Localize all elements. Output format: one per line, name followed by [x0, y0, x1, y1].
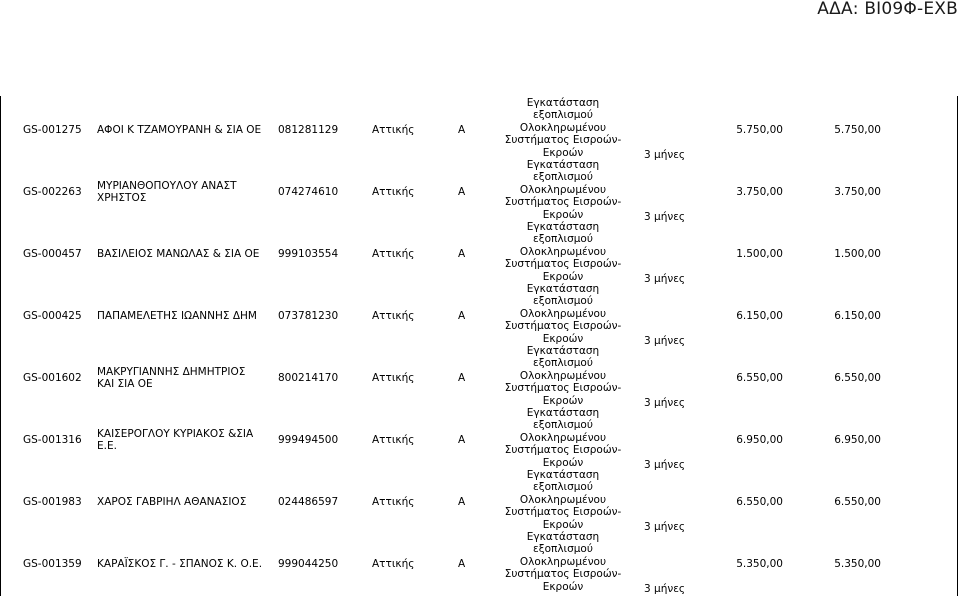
tax-id: 024486597 [278, 496, 339, 508]
category: Α [458, 434, 466, 446]
project-description [501, 407, 625, 469]
tax-id: 074274610 [278, 186, 339, 198]
table-row [1, 99, 959, 161]
beneficiary-name [97, 124, 267, 136]
project-description-line: εξοπλισμού [533, 171, 593, 184]
duration: 3 μήνες [644, 521, 686, 533]
budget-amount: 6.150,00 [736, 310, 783, 322]
approved-amount: 6.950,00 [834, 434, 881, 446]
project-description-line: Συστήματος Εισροών- [504, 568, 622, 581]
project-description-line: Εκροών [542, 332, 584, 345]
project-description [501, 283, 625, 345]
approved-amount: 6.550,00 [834, 372, 881, 384]
project-description-line: Ολοκληρωμένου [519, 245, 607, 258]
beneficiary-name [97, 180, 267, 204]
region: Αττικής [372, 310, 415, 322]
beneficiary-name [97, 310, 267, 322]
approved-amount: 6.550,00 [834, 496, 881, 508]
beneficiary-name [97, 496, 267, 508]
project-description-line: Ολοκληρωμένου [519, 555, 607, 568]
project-description [501, 345, 625, 407]
beneficiary-name [97, 428, 267, 452]
budget-amount: 6.550,00 [736, 496, 783, 508]
duration: 3 μήνες [644, 335, 686, 347]
category: Α [458, 372, 466, 384]
beneficiary-name-line: ΠΑΠΑΜΕΛΕΤΗΣ ΙΩΑΝΝΗΣ ΔΗΜ [97, 310, 257, 322]
project-description-line: Συστήματος Εισροών- [504, 134, 622, 147]
project-description-line: Εγκατάσταση [526, 345, 600, 357]
table-row [1, 285, 959, 347]
beneficiary-name-line: Ε.Ε. [97, 440, 117, 452]
project-description [501, 469, 625, 531]
region: Αττικής [372, 558, 415, 570]
budget-amount: 3.750,00 [736, 186, 783, 198]
tax-id: 073781230 [278, 310, 339, 322]
region: Αττικής [372, 496, 415, 508]
beneficiary-name-line: ΜΑΚΡΥΓΙΑΝΝΗΣ ΔΗΜΗΤΡΙΟΣ [97, 366, 246, 378]
duration: 3 μήνες [644, 149, 686, 161]
beneficiary-code: GS-000425 [23, 310, 82, 322]
approved-amount: 1.500,00 [834, 248, 881, 260]
beneficiary-code: GS-002263 [23, 186, 82, 198]
project-description-line: Εκροών [542, 456, 584, 469]
category: Α [458, 310, 466, 322]
approved-amount: 6.150,00 [834, 310, 881, 322]
duration: 3 μήνες [644, 583, 686, 595]
category: Α [458, 248, 466, 260]
project-description-line: Εγκατάσταση [526, 469, 600, 481]
table-row [1, 533, 959, 595]
beneficiary-name-line: ΧΑΡΟΣ ΓΑΒΡΙΗΛ ΑΘΑΝΑΣΙΟΣ [97, 496, 247, 508]
beneficiary-code: GS-001602 [23, 372, 82, 384]
beneficiary-name-line: ΑΦΟΙ Κ ΤΖΑΜΟΥΡΑΝΗ & ΣΙΑ ΟΕ [97, 124, 262, 136]
project-description [501, 159, 625, 221]
project-description-line: εξοπλισμού [533, 295, 593, 308]
budget-amount: 5.350,00 [736, 558, 783, 570]
budget-amount: 6.950,00 [736, 434, 783, 446]
project-description-line: εξοπλισμού [533, 233, 593, 246]
category: Α [458, 496, 466, 508]
beneficiary-name-line: ΚΑΙ ΣΙΑ ΟΕ [97, 378, 153, 390]
project-description-line: Ολοκληρωμένου [519, 183, 607, 196]
tax-id: 081281129 [278, 124, 339, 136]
project-description [501, 531, 625, 593]
beneficiary-name-line: ΚΑΡΑΪΣΚΟΣ Γ. - ΣΠΑΝΟΣ Κ. Ο.Ε. [97, 558, 263, 570]
tax-id: 800214170 [278, 372, 339, 384]
approved-amount: 5.350,00 [834, 558, 881, 570]
category: Α [458, 186, 466, 198]
project-description-line: εξοπλισμού [533, 109, 593, 122]
project-description-line: Εγκατάσταση [526, 97, 600, 109]
beneficiary-name-line: ΧΡΗΣΤΟΣ [97, 192, 147, 204]
table-row [1, 161, 959, 223]
budget-amount: 5.750,00 [736, 124, 783, 136]
document-ada-code: ΑΔΑ: ΒΙ09Φ-ΕΧΒ [817, 0, 958, 19]
region: Αττικής [372, 372, 415, 384]
region: Αττικής [372, 124, 415, 136]
project-description-line: Εκροών [542, 580, 584, 593]
project-description-line: Εγκατάσταση [526, 283, 600, 295]
budget-amount: 1.500,00 [736, 248, 783, 260]
tax-id: 999044250 [278, 558, 339, 570]
beneficiary-name [97, 558, 267, 570]
category: Α [458, 124, 466, 136]
table-row [1, 223, 959, 285]
beneficiary-name-line: ΜΥΡΙΑΝΘΟΠΟΥΛΟΥ ΑΝΑΣΤ [97, 180, 237, 192]
data-table [0, 96, 958, 596]
project-description [501, 97, 625, 159]
table-row [1, 471, 959, 533]
project-description-line: Εκροών [542, 518, 584, 531]
project-description-line: εξοπλισμού [533, 481, 593, 494]
beneficiary-name [97, 366, 267, 390]
project-description-line: Ολοκληρωμένου [519, 369, 607, 382]
beneficiary-code: GS-001983 [23, 496, 82, 508]
approved-amount: 5.750,00 [834, 124, 881, 136]
project-description-line: Εγκατάσταση [526, 221, 600, 233]
duration: 3 μήνες [644, 397, 686, 409]
beneficiary-code: GS-001359 [23, 558, 82, 570]
project-description-line: Εκροών [542, 270, 584, 283]
project-description-line: εξοπλισμού [533, 419, 593, 432]
project-description-line: Ολοκληρωμένου [519, 431, 607, 444]
beneficiary-code: GS-001275 [23, 124, 82, 136]
project-description-line: Εγκατάσταση [526, 531, 600, 543]
project-description-line: εξοπλισμού [533, 357, 593, 370]
duration: 3 μήνες [644, 273, 686, 285]
project-description-line: Συστήματος Εισροών- [504, 258, 622, 271]
duration: 3 μήνες [644, 459, 686, 471]
project-description-line: Ολοκληρωμένου [519, 121, 607, 134]
table-row [1, 409, 959, 471]
duration: 3 μήνες [644, 211, 686, 223]
beneficiary-code: GS-001316 [23, 434, 82, 446]
beneficiary-name-line: ΚΑΙΣΕΡΟΓΛΟΥ ΚΥΡΙΑΚΟΣ &ΣΙΑ [97, 428, 254, 440]
beneficiary-name-line: ΒΑΣΙΛΕΙΟΣ ΜΑΝΩΛΑΣ & ΣΙΑ ΟΕ [97, 248, 260, 260]
project-description-line: Εκροών [542, 208, 584, 221]
project-description-line: Εγκατάσταση [526, 159, 600, 171]
category: Α [458, 558, 466, 570]
project-description [501, 221, 625, 283]
project-description-line: Εκροών [542, 146, 584, 159]
project-description-line: Ολοκληρωμένου [519, 307, 607, 320]
project-description-line: Συστήματος Εισροών- [504, 382, 622, 395]
project-description-line: Συστήματος Εισροών- [504, 320, 622, 333]
budget-amount: 6.550,00 [736, 372, 783, 384]
region: Αττικής [372, 248, 415, 260]
project-description-line: Εγκατάσταση [526, 407, 600, 419]
beneficiary-name [97, 248, 267, 260]
project-description-line: εξοπλισμού [533, 543, 593, 556]
beneficiary-code: GS-000457 [23, 248, 82, 260]
region: Αττικής [372, 434, 415, 446]
table-row [1, 347, 959, 409]
approved-amount: 3.750,00 [834, 186, 881, 198]
project-description-line: Συστήματος Εισροών- [504, 196, 622, 209]
project-description-line: Ολοκληρωμένου [519, 493, 607, 506]
project-description-line: Συστήματος Εισροών- [504, 444, 622, 457]
project-description-line: Συστήματος Εισροών- [504, 506, 622, 519]
tax-id: 999494500 [278, 434, 339, 446]
tax-id: 999103554 [278, 248, 339, 260]
region: Αττικής [372, 186, 415, 198]
project-description-line: Εκροών [542, 394, 584, 407]
